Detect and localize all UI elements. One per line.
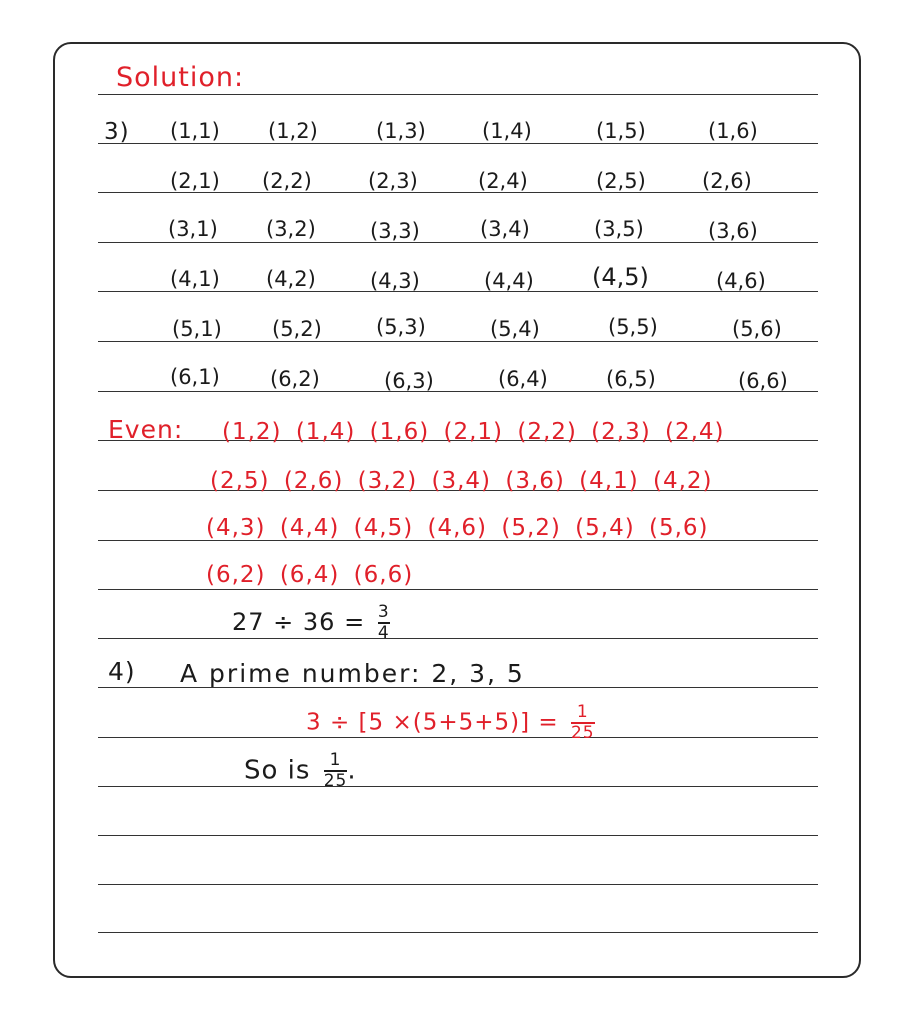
question-4-statement: A prime number: 2, 3, 5 — [180, 659, 525, 688]
question-4-label: 4) — [108, 657, 136, 686]
rule-line — [98, 835, 818, 836]
outcome-pair: (5,2) — [272, 317, 322, 341]
outcome-pair: (3,4) — [480, 217, 530, 241]
outcome-pair: (5,3) — [376, 315, 426, 339]
outcome-pair: (1,4) — [482, 119, 532, 143]
even-pairs-line: (6,2) (6,4) (6,6) — [206, 562, 414, 588]
outcome-pair: (5,4) — [490, 317, 540, 341]
rule-line — [98, 638, 818, 639]
q4-answer-fraction — [324, 752, 348, 790]
outcome-pair: (5,1) — [172, 317, 222, 341]
fraction-numerator: 1 — [329, 750, 342, 770]
outcome-pair: (1,1) — [170, 119, 220, 143]
outcome-pair: (1,6) — [708, 119, 758, 143]
rule-line — [98, 94, 818, 95]
q3-result — [232, 604, 390, 642]
q3-result-fraction — [378, 604, 390, 642]
outcome-pair: (2,4) — [478, 169, 528, 193]
outcome-pair: (3,1) — [168, 217, 218, 241]
rule-line — [98, 932, 818, 933]
outcome-pair: (1,2) — [268, 119, 318, 143]
outcome-pair: (1,3) — [376, 119, 426, 143]
q4-calculation — [306, 704, 595, 742]
rule-line — [98, 884, 818, 885]
question-3-label: 3) — [104, 119, 130, 145]
fraction-denominator: 4 — [377, 623, 390, 643]
outcome-pair: (4,5) — [592, 263, 649, 291]
solution-heading: Solution: — [116, 62, 245, 93]
outcome-pair: (2,5) — [596, 169, 646, 193]
outcome-pair: (2,1) — [170, 169, 220, 193]
rule-line — [98, 786, 818, 787]
fraction-denominator: 25 — [570, 723, 595, 743]
q4-answer-period: . — [347, 755, 357, 786]
even-pairs-line: (1,2) (1,4) (1,6) (2,1) (2,2) (2,3) (2,4) — [222, 419, 725, 445]
q4-answer-text: So is — [244, 755, 311, 786]
outcome-pair: (5,6) — [732, 317, 782, 341]
outcome-pair: (3,2) — [266, 217, 316, 241]
outcome-pair: (6,1) — [170, 365, 220, 389]
q4-calculation-expression: 3 ÷ [5 ×(5+5+5)] = — [306, 709, 559, 736]
outcome-pair: (4,1) — [170, 267, 220, 291]
outcome-pair: (6,4) — [498, 367, 548, 391]
outcome-pair: (4,3) — [370, 269, 420, 293]
even-pairs-line: (2,5) (2,6) (3,2) (3,4) (3,6) (4,1) (4,2) — [210, 468, 713, 494]
outcome-pair: (3,5) — [594, 217, 644, 241]
outcome-pair: (4,2) — [266, 267, 316, 291]
outcome-pair: (2,6) — [702, 169, 752, 193]
even-label: Even: — [108, 415, 184, 444]
outcome-pair: (3,6) — [708, 219, 758, 243]
q3-result-expression: 27 ÷ 36 = — [232, 608, 366, 636]
q4-calculation-fraction — [571, 704, 595, 742]
outcome-pair: (6,6) — [738, 369, 788, 393]
fraction-denominator: 25 — [323, 771, 348, 791]
fraction-numerator: 3 — [377, 602, 390, 622]
outcome-pair: (4,4) — [484, 269, 534, 293]
q4-answer — [244, 752, 357, 790]
outcome-pair: (6,5) — [606, 367, 656, 391]
rule-line — [98, 589, 818, 590]
outcome-pair: (4,6) — [716, 269, 766, 293]
outcome-pair: (3,3) — [370, 219, 420, 243]
even-pairs-line: (4,3) (4,4) (4,5) (4,6) (5,2) (5,4) (5,6) — [206, 515, 709, 541]
outcome-pair: (6,3) — [384, 369, 434, 393]
outcome-pair: (2,2) — [262, 169, 312, 193]
outcome-pair: (1,5) — [596, 119, 646, 143]
outcome-pair: (2,3) — [368, 169, 418, 193]
outcome-pair: (5,5) — [608, 315, 658, 339]
fraction-numerator: 1 — [576, 702, 589, 722]
rule-line — [98, 391, 818, 392]
outcome-pair: (6,2) — [270, 367, 320, 391]
